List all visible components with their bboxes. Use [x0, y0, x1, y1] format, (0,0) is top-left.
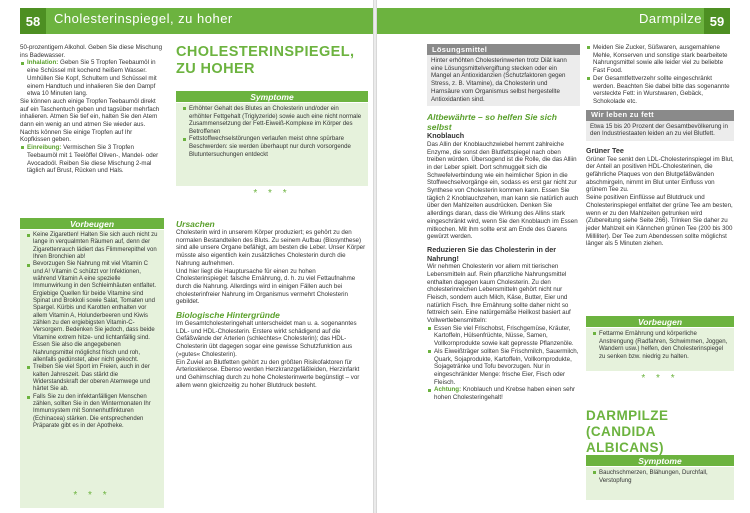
right-page	[377, 0, 750, 513]
list-item: Falls Sie zu den infektanfälligen Menschen zählen, sollten Sie in den Wintermonaten Ihr Immunsystem mit Sonnenhutfinkturen (Echinacea) stärken. Die entsprechenden Präparate gibt es in der Apotheke.	[26, 394, 159, 431]
vorbeugen-box-left	[20, 218, 164, 508]
vorbeugen-heading: Vorbeugen	[20, 218, 164, 230]
list-item: Fettstoffwechselstörungen verlaufen meist ohne spürbare Beschwerden: sie werden überhaupt nur durch vorsorgende Blutuntersuchungen entdeckt	[182, 135, 363, 158]
einreibung-item	[20, 144, 164, 175]
page-number-left: 58	[20, 8, 46, 34]
fett-text: Etwa 15 bis 20 Prozent der Gesamtbevölkerung in den Industriestaaten leiden an zu viel Blutfett.	[590, 122, 728, 138]
vorbeugen-list	[20, 230, 164, 432]
list-item: Essen Sie viel Frischobst, Frischgemüse, Kräuter, Kartoffeln, Hülsenfrüchte, Nüsse, Samen, Vollkornprodukte sowie kalt gepresste Pflanzenöle.	[427, 325, 580, 348]
list-item: Bauchschmerzen, Blähungen, Durchfall, Verstopfung	[592, 469, 729, 484]
right-column-a	[427, 44, 580, 402]
bio-paragraph: Im Gesamtcholesteringehalt unterscheidet man u. a. sogenanntes LDL- und HDL-Cholesterin. Erstere wirkt schädigend auf die Gefäßwände der Arterien (schlechtes« Cholesterin); das HDL-Cholesterin übt dagegen sogar eine gewisse Schutzfunktion aus (»gutes« Cholesterin).	[176, 320, 357, 358]
symptome-box	[176, 91, 368, 186]
symptome-list	[176, 103, 368, 160]
loesungsmittel-heading: Lösungsmittel	[427, 44, 580, 55]
stars-divider-vorbeugen: * * *	[73, 490, 111, 501]
symptome-box-right	[586, 455, 734, 500]
achtung-label: Achtung:	[434, 386, 462, 394]
bio-heading: Biologische Hintergründe	[176, 310, 280, 321]
list-item: Keine Zigaretten! Halten Sie sich auch nicht zu lange in verqualmten Räumen auf, denn der Zigarettenrauch lädiert das Flimmerepithel von Ihren Bronchien ab!	[26, 232, 159, 261]
list-item: Bevorzugen Sie Nahrung mit viel Vitamin C und A! Vitamin C schützt vor Infektionen, während Vitamin A eine spezielle Immunwirkung in den Schleimhäuten entfaltet. Ergiebige Quellen für beide Vitamine sind Spinat und Brokkoli sowie Salat, Tomaten und Spargel. Kürbis und Karotten enthalten vor allem Vitamin A, Holunderbeeren und Kiwis zählen zu den ergiebigsten Vitamin-C-Versorgern. Bedenken Sie jedoch, dass beide Vitamine extrem hitze- und lichtanfällig sind. Essen Sie also die angegebenen Nahrungsmittel möglichst frisch und roh, allenfalls gedünstet, aber nicht gekocht.	[26, 261, 159, 364]
gruener-tee-text: Grüner Tee senkt den LDL-Cholesterinspiegel im Blut, der Anteil an positiven HDL-Cholesterinen, die gefährliche Plaques von den Blutgefäßwänden abschmirgeln, nimmt im Blut unter Einfluss von grünem Tee zu.	[586, 155, 734, 194]
inhalation-item	[20, 59, 164, 98]
gruener-tee-text-2: Seine positiven Einflüsse auf Blutdruck und Cholesterinspiegel entfaltet der grüne Tee am besten, wenn er zu den Mahlzeiten getrunken wird (Zubereitung siehe Seite 266). Trinken Sie daher zu jeder Mahlzeit ein Kännchen grünen Tee (200 bis 300 Milliliter). Der Tee zum Abendessen sollte möglichst länger als 5 Minuten ziehen.	[586, 194, 733, 248]
ursachen-paragraph-2: Und hier liegt die Hauptursache für einen zu hohen Cholesterinspiegel: falsche Ernährung, d. h. zu viel Fettaufnahme durch die Nahrung. Allerdings wird in einigen Fällen auch bei cholesterinfreier Nahrung im Organismus vermehrt Cholesterin gebildet.	[176, 267, 356, 306]
section-title-cholesterin: CHOLESTERINSPIEGEL, ZU HOHER	[176, 44, 355, 77]
list-item: Erhöhter Gehalt des Blutes an Cholesterin und/oder ein erhöhter Fettgehalt (Triglyzeride) sowie auch eine nicht normale Zusammensetzung der Fett-Eiweiß-Komplexe im Körper des Betroffenen	[182, 105, 363, 135]
achtung-item	[427, 386, 580, 401]
page-number-right: 59	[704, 8, 730, 34]
inhalation-label: Inhalation:	[27, 59, 59, 67]
right-column-b	[586, 44, 734, 248]
knoblauch-heading: Knoblauch	[427, 131, 465, 141]
bewaehrt-heading: Altbewährte – so helfen Sie sich selbst	[427, 112, 557, 133]
stars-divider-right: * * *	[641, 373, 679, 384]
list-item: Treiben Sie viel Sport im Freien, auch in der kalten Jahreszeit. Das stärkt die Widerstandskraft der oberen Atemwege und härtet Sie ab.	[26, 364, 159, 393]
reduzieren-heading: Reduzieren Sie das Cholesterin in der Nahrung!	[427, 244, 557, 263]
inhalation-paragraph: Sie können auch einige Tropfen Teebaumöl direkt auf ein Taschentuch geben und tagsüber mehrfach inhalieren. Atmen Sie tief ein, halten Sie den Atem dann ein wenig an und atmen Sie wieder aus. Nachts können Sie einige Tropfen auf Ihr Kopfkissen geben.	[20, 97, 160, 144]
list-item: Der Gesamtfettverzehr sollte eingeschränkt werden. Beachten Sie dabei bitte das sogenannte versteckte Fett: in Wurstwaren, Gebäck, Schokolade etc.	[586, 75, 734, 106]
ursachen-section	[176, 217, 368, 389]
loesungsmittel-text: Hinter erhöhten Cholesterinwerten trotz Diät kann eine Lösungsmittelvergiftung stecken oder ein Mangel an Antioxidanzien (Schutzfaktoren gegen Stress, z. B. Vitamine), da Cholesterin und Harnsäure vom Organismus selbst hergestellte Antioxidantien sind.	[431, 57, 567, 103]
inhalation-text: Geben Sie 5 Tropfen Teebaumöl in eine Schüssel mit kochend heißem Wasser. Umhüllen Sie Kopf, Schultern und Schüssel mit einem Handtuch und inhalieren Sie den Dampf etwa 10 Minuten lang.	[27, 59, 157, 98]
vorbeugen-box-right	[586, 316, 734, 371]
vorbeugen-heading-right: Vorbeugen	[586, 316, 734, 328]
symptome-heading-right: Symptome	[586, 455, 734, 467]
stars-divider: * * *	[253, 188, 291, 199]
symptome-list-right	[586, 467, 734, 486]
section-title-darmpilze: DARMPILZE (CANDIDA ALBICANS)	[586, 408, 669, 455]
reduzieren-text: Wir nehmen Cholesterin vor allem mit tierischen Lebensmitteln auf. Rein pflanzliche Nahrungsmittel enthalten dagegen kaum Cholesterin. Zu den cholesterinreichen Lebensmitteln gehört nicht nur Fleisch, sondern auch Milch, Käse, Butter, Eier und natürlich Fisch. Ihre Ernährung sollte daher nicht so fettreich sein. Eine natürgemäße Heilkost basiert auf Vollwertlebensmitteln:	[427, 263, 571, 325]
fett-box	[586, 110, 734, 141]
vorbeugen-list-right	[586, 328, 734, 362]
loesungsmittel-box	[427, 44, 580, 106]
ursachen-paragraph: Cholesterin wird in unserem Körper produziert; es gehört zu den normalen Bestandteilen des Bluts. Zu seinem Aufbau (Biosynthese) sind alle unsere Organe befähigt, am besten die Leber. Unser Körper müsste also eigentlich kein zusätzliches Cholesterin durch die Nahrung aufnehmen.	[176, 229, 366, 267]
header-title-right: Darmpilze	[639, 11, 703, 26]
einreibung-text: Vermischen Sie 3 Tropfen Teebaumöl mit 1 Teelöffel Oliven-, Mandel- oder Avocadoöl. Reiben Sie diese Mischung 2-mal täglich auf Brust, Rücken und Hals.	[27, 144, 159, 175]
list-item: Meiden Sie Zucker, Süßwaren, ausgemahlene Mehle, Konserven und sonstige stark bearbeitete Nahrungsmittel sowie alle leider viel zu beliebte Fast Food.	[586, 44, 734, 75]
header-title-left: Cholesterinspiegel, zu hoher	[54, 11, 233, 26]
ursachen-heading: Ursachen	[176, 219, 215, 229]
einreibung-label: Einreibung:	[27, 144, 62, 152]
achtung-text: Knoblauch und Krebse haben einen sehr hohen Cholesteringehalt!	[434, 386, 576, 402]
intro-text	[20, 44, 164, 175]
knoblauch-text: Das Allin der Knoblauchzwiebel hemmt zahlreiche Enzyme, die sonst den Blutfettspiegel nach oben treiben würden. Übersogend ist die Rolle, die das Alliin in der Leber spielt. Dort schmuggelt sich die Schwefelverbindung wie ein heimlicher Spion in die Stoffwechselvorgänge ein, sodass es erst gar nicht zur Synthese von Cholesterin kommen kann. Essen Sie täglich 2 Knoblauchzehen, man kann sie natürlich auch über den Mahlzeiten ausdrücken. Denken Sie allerdings daran, dass die Wirkung des Allins stark eingeschränkt wird, wenn Sie den Knoblauch im Essen mitkochen. Mit ihm sollte erst am Ende des Garens gewürzt werden.	[427, 140, 579, 241]
bio-paragraph-2: Ein Zuviel an Blutfetten gehört zu den größten Risikofaktoren für Arteriosklerose. Ebenso werden Herzkranzgefäßleiden, Herzinfarkt und Gehirnschlag durch zu hohe Cholesterinwerte begünstigt – vor allem wenn gleichzeitig zu hoher Blutdruck besteht.	[176, 358, 360, 389]
fett-heading: Wir leben zu fett	[586, 110, 734, 121]
left-page	[0, 0, 373, 513]
list-item: Als Eiweißträger sollten Sie Frischmilch, Sauermilch, Quark, Sojaprodukte, Kartoffeln, Vollkornprodukte, Sojagetränke und Tofu bevorzugen. Nur in eingeschränkter Menge: frische Eier, Fisch oder Fleisch.	[427, 348, 580, 387]
list-item: Fettarme Ernährung und körperliche Anstrengung (Radfahren, Schwimmen, Joggen, Wandern usw.) helfen, den Cholesterinspiegel zu senken bzw. niedrig zu halten.	[592, 330, 729, 360]
gruener-tee-heading: Grüner Tee	[586, 146, 624, 156]
intro-paragraph: 50-prozentigem Alkohol. Geben Sie diese Mischung ins Badewasser.	[20, 44, 163, 59]
symptome-heading: Symptome	[176, 91, 368, 103]
